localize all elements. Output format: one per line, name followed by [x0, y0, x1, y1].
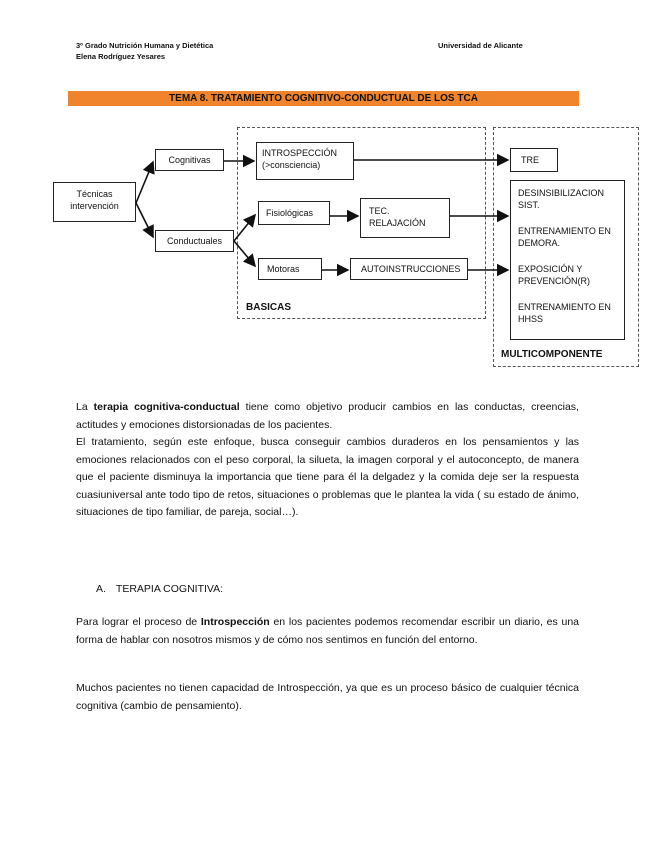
- paragraph-3-lead: Para lograr el proceso de: [76, 616, 201, 628]
- item-exposicion: EXPOSICIÓN Y PREVENCIÓN(R): [518, 264, 591, 286]
- term-introspeccion: Introspección: [200, 616, 270, 628]
- node-motoras: Motoras: [258, 258, 322, 280]
- paragraph-3: [76, 614, 579, 649]
- arrow-root-conductuales: [136, 203, 153, 237]
- header-degree: 3º Grado Nutrición Humana y Dietética: [76, 41, 214, 50]
- node-introspeccion: INTROSPECCIÓN (>consciencia): [256, 142, 354, 180]
- term-tcc: terapia cognitiva-conductual: [93, 401, 240, 413]
- arrow-conductuales-fisiologicas: [234, 215, 255, 241]
- paragraph-1-lead: La: [76, 401, 94, 413]
- item-entrenamiento-demora: ENTRENAMIENTO EN DEMORA.: [518, 226, 611, 248]
- section-a-heading: [96, 583, 233, 595]
- paragraph-4: Muchos pacientes no tienen capacidad de Introspección, ya que es un proceso básico de cualquier técnica cognitiva (cambio de pensamiento).: [76, 682, 579, 712]
- paragraph-2: El tratamiento, según este enfoque, busca conseguir cambios duraderos en los pensamientos y las emociones relacionados con el peso corporal, la silueta, la imagen corporal y el autoconcepto, de manera que el paciente disminuya la importancia que tiene para él la delgadez y la comida deje ser la respuesta cuasiuniversal ante todo tipo de retos, situaciones o problemas que le plantea la vida ( su estado de ánimo, situaciones de tipo familiar, de pareja, social…).: [76, 436, 579, 518]
- node-autoinstrucciones: AUTOINSTRUCCIONES: [350, 258, 468, 280]
- section-a-letter: A.: [96, 583, 106, 595]
- header-author: Elena Rodríguez Yesares: [76, 52, 166, 61]
- node-tecnicas-intervencion: Técnicas intervención: [53, 182, 136, 222]
- paragraph-3-rest: en los pacientes podemos recomendar escribir un diario, es una forma de hablar con nosotros mismos y de cómo nos sentimos en función del entorno.: [76, 616, 579, 646]
- arrow-root-cognitivas: [136, 162, 153, 203]
- item-desensibilizacion: DESINSIBILIZACION SIST.: [518, 188, 605, 210]
- section-a-title: TERAPIA COGNITIVA:: [115, 583, 224, 595]
- node-multicomponente-list: [510, 180, 625, 340]
- paragraph-1-rest: tiene como objetivo producir cambios en las conductas, creencias, actitudes y emociones distorsionadas de los pacientes.: [76, 401, 579, 431]
- node-tec-relajacion: TEC. RELAJACIÓN: [360, 198, 450, 238]
- page-title: TEMA 8. TRATAMIENTO COGNITIVO-CONDUCTUAL DE LOS TCA: [68, 91, 579, 106]
- item-entrenamiento-hhss: ENTRENAMIENTO EN HHSS: [518, 302, 611, 324]
- node-tre: TRE: [510, 148, 558, 172]
- header-university: Universidad de Alicante: [438, 41, 523, 50]
- multicomponente-label: MULTICOMPONENTE: [501, 349, 603, 360]
- basicas-label: BASICAS: [246, 302, 292, 313]
- node-cognitivas: Cognitivas: [155, 149, 224, 171]
- node-fisiologicas: Fisiológicas: [258, 201, 330, 225]
- node-conductuales: Conductuales: [155, 230, 234, 252]
- arrow-conductuales-motoras: [234, 241, 255, 266]
- paragraph-1: [76, 399, 579, 434]
